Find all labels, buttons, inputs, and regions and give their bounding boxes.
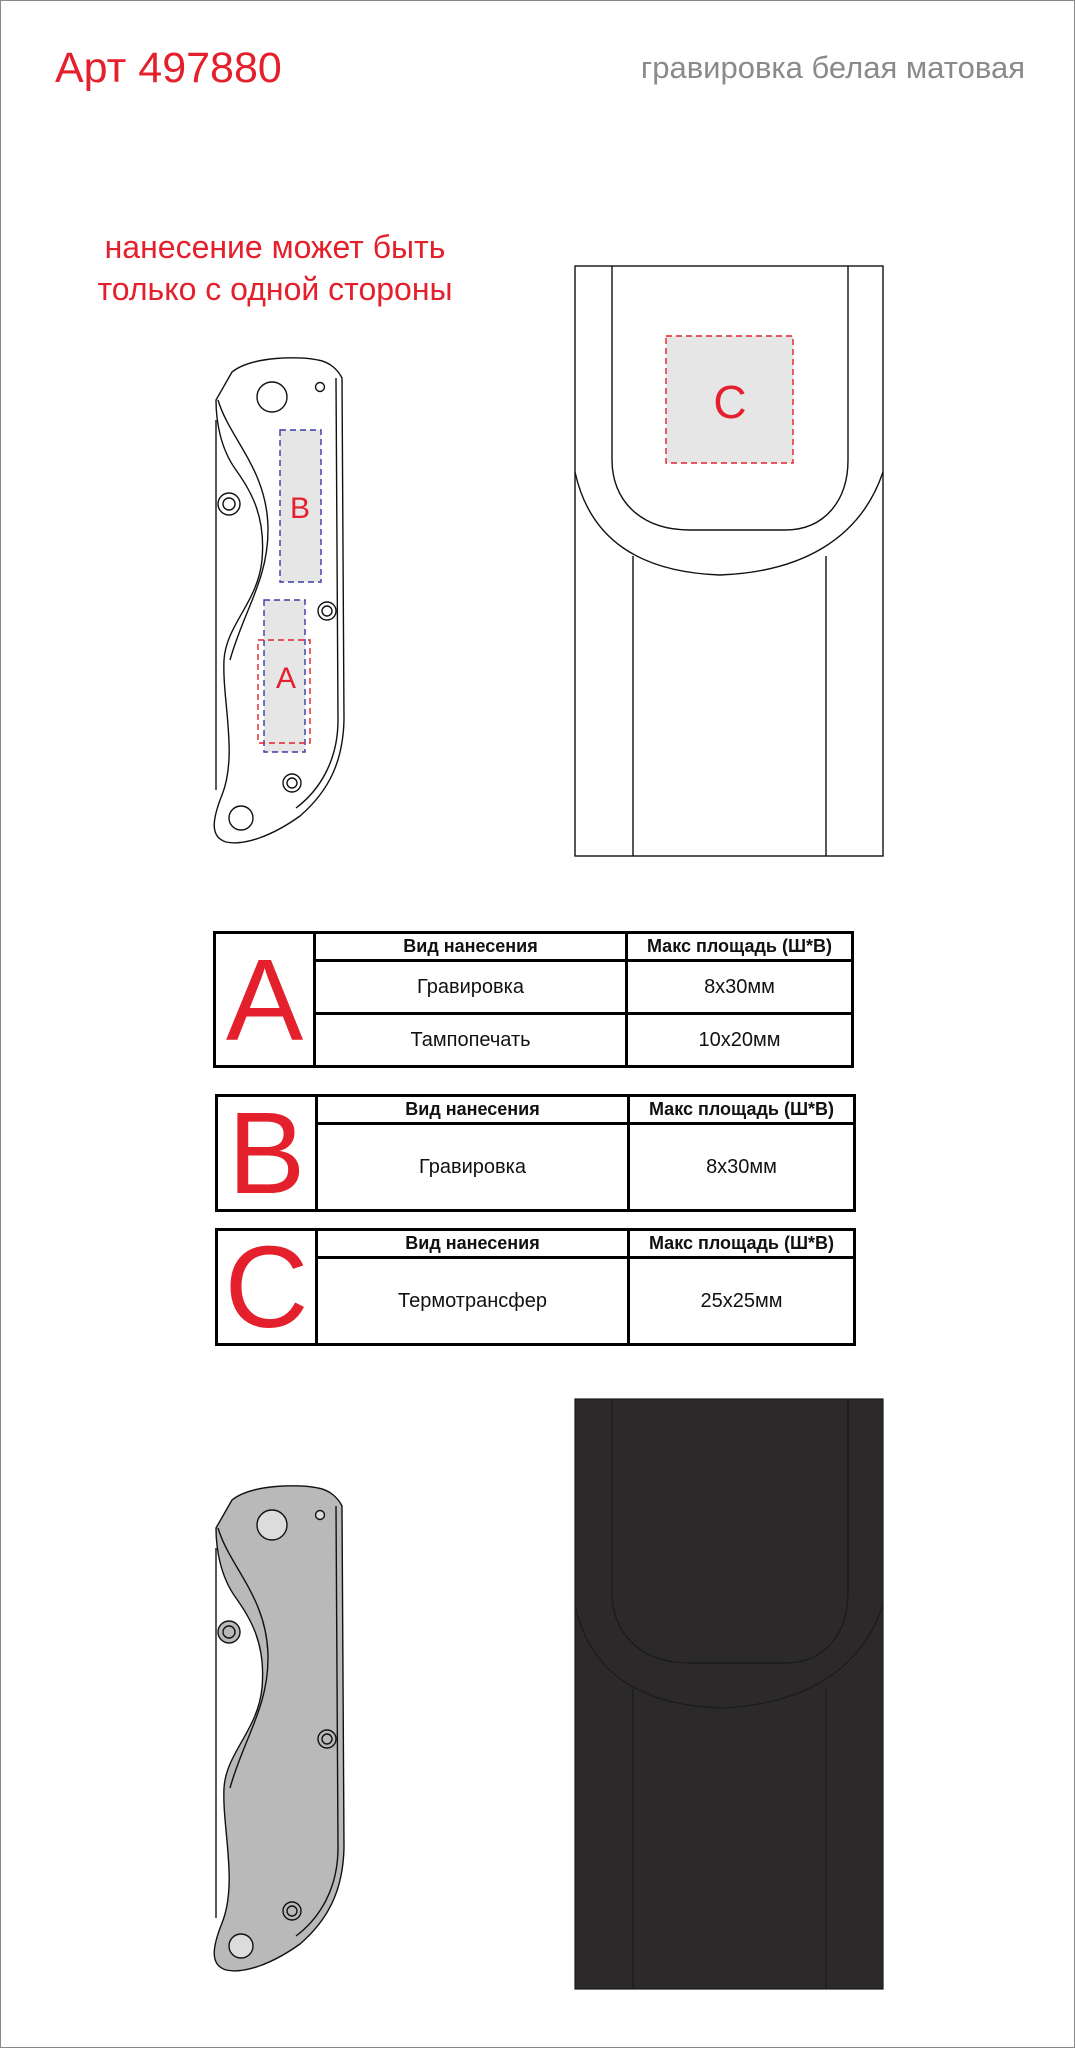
- article-title: Арт 497880: [55, 44, 282, 92]
- table-c-row1-method: Термотрансфер: [398, 1289, 547, 1312]
- table-b: [215, 1088, 856, 1218]
- table-a-letter: A: [216, 934, 316, 1065]
- table-a-row1-size: 8x30мм: [704, 975, 775, 998]
- knife-grey-bottom: [214, 1486, 344, 1971]
- table-b-col2-header: Макс площадь (Ш*В): [648, 1099, 835, 1119]
- table-a-row1-method: Гравировка: [417, 975, 524, 998]
- table-a-col1-header: Вид нанесения: [403, 936, 538, 956]
- table-a: [213, 931, 854, 1068]
- finish-subtitle: гравировка белая матовая: [640, 50, 1025, 85]
- table-c-col2-header: Макс площадь (Ш*В): [648, 1233, 835, 1253]
- zone-c-label: C: [713, 376, 747, 428]
- table-c: [215, 1222, 856, 1352]
- table-b-letter: B: [218, 1097, 318, 1209]
- note-line-1: нанесение может быть: [104, 229, 446, 265]
- table-b-col1-header: Вид нанесения: [405, 1099, 540, 1119]
- table-a-row2-method: Тампопечать: [410, 1028, 531, 1051]
- table-a-col2-header: Макс площадь (Ш*В): [646, 936, 833, 956]
- table-c-row1-size: 25x25мм: [700, 1289, 783, 1312]
- zone-a-label: A: [275, 662, 297, 695]
- table-b-row1-size: 8x30мм: [706, 1155, 777, 1178]
- table-c-letter: C: [218, 1231, 318, 1343]
- pouch-dark-bottom: [575, 1399, 883, 1989]
- note-line-2: только с одной стороны: [97, 271, 453, 307]
- table-a-row2-size: 10x20мм: [698, 1028, 781, 1051]
- zone-b-label: B: [289, 492, 311, 525]
- table-c-col1-header: Вид нанесения: [405, 1233, 540, 1253]
- table-b-row1-method: Гравировка: [419, 1155, 526, 1178]
